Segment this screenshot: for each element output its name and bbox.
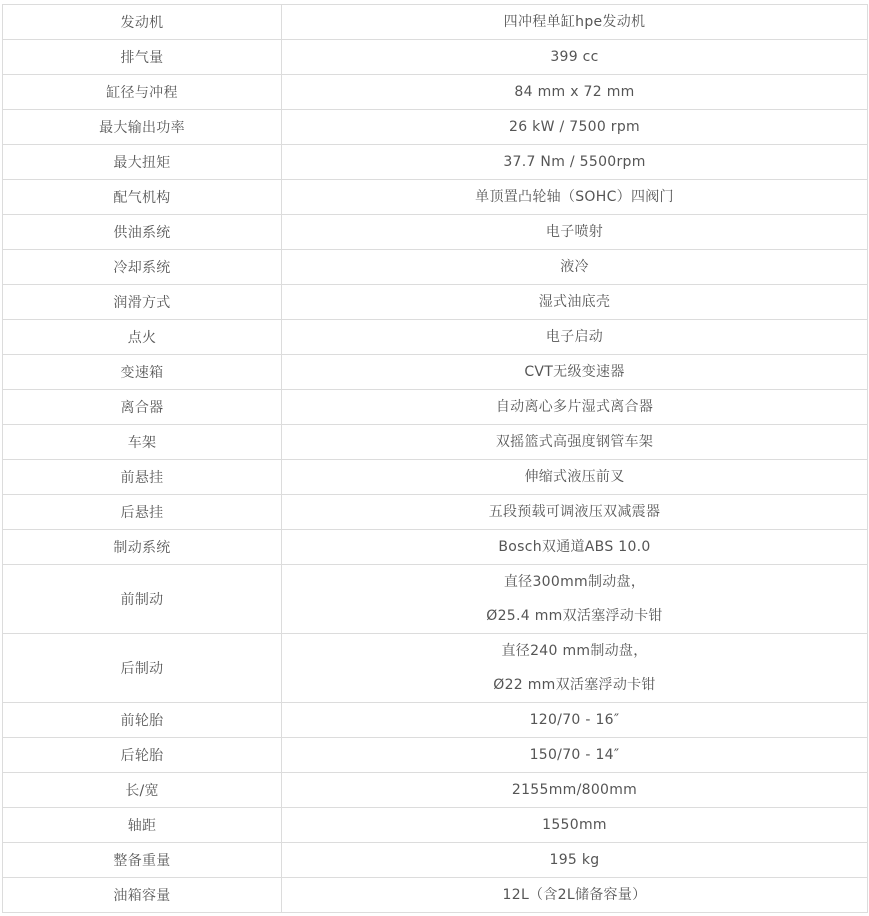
spec-row — [3, 75, 868, 110]
spec-value-cell — [282, 495, 868, 530]
spec-label: 车架 — [3, 425, 282, 460]
spec-row — [3, 808, 868, 843]
spec-value-cell — [282, 878, 868, 913]
spec-value: 1550mm — [542, 817, 607, 833]
spec-value: 12L（含2L储备容量） — [502, 887, 647, 903]
spec-label: 缸径与冲程 — [3, 75, 282, 110]
spec-value-cell — [282, 40, 868, 75]
spec-value-cell — [282, 5, 868, 40]
spec-value-cell — [282, 738, 868, 773]
spec-value: 37.7 Nm / 5500rpm — [503, 154, 646, 170]
spec-value: 湿式油底壳 — [538, 294, 611, 310]
spec-label: 后制动 — [3, 634, 282, 703]
spec-value: 四冲程单缸hpe发动机 — [503, 14, 646, 30]
spec-value: Ø25.4 mm双活塞浮动卡钳 — [486, 608, 663, 624]
spec-value: 84 mm x 72 mm — [514, 84, 635, 100]
spec-value: 150/70 - 14″ — [529, 747, 620, 763]
spec-label: 冷却系统 — [3, 250, 282, 285]
spec-row — [3, 460, 868, 495]
spec-value: 五段预载可调液压双减震器 — [488, 504, 661, 520]
spec-table-body — [3, 5, 868, 913]
spec-label: 点火 — [3, 320, 282, 355]
spec-value-cell — [282, 390, 868, 425]
spec-value-cell — [282, 110, 868, 145]
spec-value-cell — [282, 215, 868, 250]
spec-row — [3, 250, 868, 285]
spec-row — [3, 495, 868, 530]
spec-label: 供油系统 — [3, 215, 282, 250]
spec-label: 前轮胎 — [3, 703, 282, 738]
spec-value-cell — [282, 808, 868, 843]
spec-value-cell — [282, 425, 868, 460]
spec-row — [3, 285, 868, 320]
spec-value: 195 kg — [549, 852, 600, 868]
spec-value: 直径240 mm制动盘， — [501, 643, 648, 659]
spec-value: 伸缩式液压前叉 — [524, 469, 625, 485]
spec-value-cell — [282, 634, 868, 703]
spec-value: CVT无级变速器 — [524, 364, 625, 380]
spec-value-cell — [282, 145, 868, 180]
spec-label: 轴距 — [3, 808, 282, 843]
spec-row — [3, 878, 868, 913]
spec-row — [3, 145, 868, 180]
spec-value-cell — [282, 460, 868, 495]
spec-value: 电子喷射 — [545, 224, 604, 240]
spec-value-cell — [282, 530, 868, 565]
spec-label: 润滑方式 — [3, 285, 282, 320]
spec-row — [3, 320, 868, 355]
spec-value: 液冷 — [560, 259, 589, 275]
spec-row — [3, 110, 868, 145]
spec-row — [3, 565, 868, 634]
spec-label: 最大扭矩 — [3, 145, 282, 180]
spec-label: 制动系统 — [3, 530, 282, 565]
spec-label: 前悬挂 — [3, 460, 282, 495]
spec-value-cell — [282, 703, 868, 738]
spec-row — [3, 180, 868, 215]
spec-value-cell — [282, 250, 868, 285]
spec-label: 变速箱 — [3, 355, 282, 390]
spec-value: 电子启动 — [545, 329, 604, 345]
spec-label: 前制动 — [3, 565, 282, 634]
spec-value-cell — [282, 565, 868, 634]
spec-row — [3, 530, 868, 565]
spec-row — [3, 40, 868, 75]
spec-value: 自动离心多片湿式离合器 — [495, 399, 654, 415]
spec-label: 配气机构 — [3, 180, 282, 215]
spec-value: 双摇篮式高强度钢管车架 — [495, 434, 654, 450]
spec-value: 单顶置凸轮轴（SOHC）四阀门 — [475, 189, 674, 205]
spec-value: 直径300mm制动盘， — [503, 574, 646, 590]
spec-row — [3, 738, 868, 773]
spec-value: Bosch双通道ABS 10.0 — [498, 539, 651, 555]
spec-value: Ø22 mm双活塞浮动卡钳 — [493, 677, 656, 693]
spec-label: 离合器 — [3, 390, 282, 425]
spec-value: 26 kW / 7500 rpm — [509, 119, 640, 135]
spec-table — [2, 4, 868, 913]
spec-row — [3, 215, 868, 250]
spec-label: 最大输出功率 — [3, 110, 282, 145]
spec-value-cell — [282, 285, 868, 320]
spec-label: 后悬挂 — [3, 495, 282, 530]
spec-label: 整备重量 — [3, 843, 282, 878]
spec-row — [3, 634, 868, 703]
spec-value-cell — [282, 75, 868, 110]
spec-value-cell — [282, 180, 868, 215]
spec-label: 排气量 — [3, 40, 282, 75]
spec-label: 长/宽 — [3, 773, 282, 808]
spec-value-cell — [282, 355, 868, 390]
spec-label: 后轮胎 — [3, 738, 282, 773]
spec-row — [3, 425, 868, 460]
spec-value-cell — [282, 773, 868, 808]
spec-row — [3, 703, 868, 738]
spec-value: 2155mm/800mm — [511, 782, 638, 798]
spec-row — [3, 5, 868, 40]
spec-row — [3, 390, 868, 425]
spec-value-cell — [282, 843, 868, 878]
spec-value: 120/70 - 16″ — [529, 712, 620, 728]
spec-value: 399 cc — [550, 49, 599, 65]
spec-row — [3, 843, 868, 878]
spec-label: 油箱容量 — [3, 878, 282, 913]
spec-row — [3, 355, 868, 390]
spec-value-cell — [282, 320, 868, 355]
spec-row — [3, 773, 868, 808]
spec-label: 发动机 — [3, 5, 282, 40]
